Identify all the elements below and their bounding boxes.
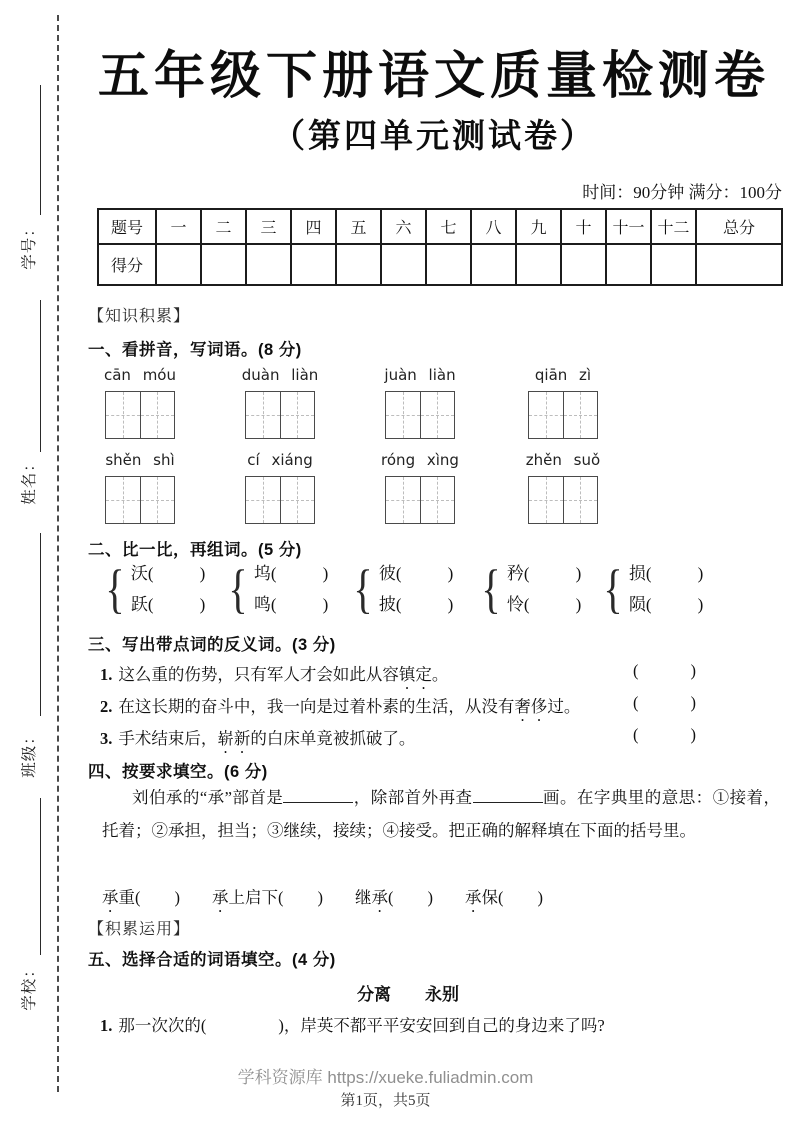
paren-open: ( [633, 725, 639, 744]
pinyin-word-group [525, 451, 601, 527]
pinyin-label: qiān zì [534, 366, 592, 384]
question2-heading: 二、比一比，再组词。(5 分) [88, 541, 302, 559]
score-cell [246, 244, 291, 285]
footer-page-number: 第1页，共5页 [340, 1093, 431, 1109]
question1-heading: 一、看拼音，写词语。(8 分) [88, 341, 302, 359]
word-item [102, 884, 180, 916]
paren-open: ( [523, 564, 530, 583]
item-number: 1. [100, 665, 113, 684]
school-label: 学校： [21, 961, 38, 1011]
sentence-text: 过。 [547, 697, 581, 716]
paren-close: ) [690, 725, 696, 744]
paragraph-text: 刘伯承的“承”部首是 [132, 788, 284, 807]
sentence-text: 在这长期的奋斗中，我一向是过着朴素的生活，从没有 [118, 697, 515, 716]
paren-open: ( [645, 595, 652, 614]
paren-open: ( [395, 595, 402, 614]
answer-parens [633, 661, 696, 681]
paren-close: ) [690, 661, 696, 680]
grid-cell [386, 392, 420, 438]
paren-close: ) [322, 564, 329, 583]
header-cell: 一 [156, 209, 201, 244]
header-cell: 七 [426, 209, 471, 244]
sentence-text: 手术结束后， [118, 729, 218, 748]
score-cell [561, 244, 606, 285]
paper-subtitle: （第四单元测试卷） [272, 119, 596, 155]
header-cell: 题号 [98, 209, 156, 244]
paren-close: ) [427, 888, 433, 907]
word-text: 保 [481, 888, 498, 907]
paren-open: ( [633, 661, 639, 680]
class-blank-line [40, 533, 41, 716]
paren-open: ( [645, 564, 652, 583]
header-cell: 三 [246, 209, 291, 244]
name-label: 姓名： [21, 455, 38, 505]
word-text: 上启下 [228, 888, 278, 907]
pinyin-label: róng xìng [381, 451, 459, 469]
paper-title: 五年级下册语文质量检测卷 [97, 49, 770, 105]
pinyin-word-group [105, 451, 175, 527]
grid-cell [280, 392, 315, 438]
paragraph-text: 画。在字典里的意思：①接着，托着；②承担，担当；③继续，接续；④接受。把正确的解释填在下面的括号里。 [102, 788, 781, 840]
student-id-blank-line [40, 85, 41, 215]
header-cell: 十二 [651, 209, 696, 244]
dotted-word: 奢侈 [514, 697, 548, 716]
compare-pair [600, 558, 703, 620]
paren-close: ) [199, 595, 206, 614]
score-cell [426, 244, 471, 285]
score-cell [651, 244, 696, 285]
grid-cell [106, 477, 140, 523]
question4-paragraph [102, 782, 780, 847]
paren-open: ( [270, 564, 277, 583]
grid-cell [246, 477, 280, 523]
pinyin-word-group [528, 366, 598, 442]
pinyin-word-group [381, 451, 459, 527]
header-cell: 二 [201, 209, 246, 244]
word-item [212, 884, 323, 916]
sentence-text: 。 [431, 665, 449, 684]
paren-close: ) [697, 595, 704, 614]
score-cell [381, 244, 426, 285]
main-content [88, 0, 788, 1122]
compare-pair [225, 558, 328, 620]
seal-dashed-line [57, 15, 59, 1092]
brace-glyph: { [228, 559, 248, 619]
score-cell [516, 244, 561, 285]
section-usage-marker: 【积累运用】 [88, 921, 191, 938]
word-item [355, 884, 433, 916]
antonym-sentence [100, 725, 788, 757]
fill-blank [283, 788, 353, 803]
writing-grid [245, 476, 315, 524]
fill-in-sentence [100, 1012, 788, 1036]
word-item [465, 884, 543, 916]
paren-close: ) [174, 888, 180, 907]
char-bottom: 怜 [506, 595, 524, 614]
fill-blank [473, 788, 543, 803]
header-cell: 五 [336, 209, 381, 244]
paren-open: ( [200, 1016, 207, 1035]
paren-open: ( [270, 595, 277, 614]
compare-pair [102, 558, 205, 620]
section-knowledge-marker: 【知识积累】 [88, 308, 191, 325]
answer-parens [633, 693, 696, 713]
sentence-text: 那一次次的 [118, 1016, 201, 1035]
name-blank-line [40, 300, 41, 452]
pinyin-word-group [105, 366, 175, 442]
paren-close: ) [322, 595, 329, 614]
score-cell [291, 244, 336, 285]
score-cell [606, 244, 651, 285]
paren-open: ( [147, 564, 154, 583]
word-bank-item: 永别 [425, 985, 459, 1004]
char-top: 沃 [130, 564, 148, 583]
student-id-label: 学号： [21, 220, 38, 270]
grid-cell [420, 477, 455, 523]
antonym-sentence [100, 693, 788, 725]
header-cell: 十一 [606, 209, 651, 244]
word-bank-item: 分离 [357, 985, 391, 1004]
paren-close: ) [690, 693, 696, 712]
compare-pair [350, 558, 453, 620]
pinyin-label: zhěn suǒ [525, 451, 601, 469]
paren-open: ( [523, 595, 530, 614]
paren-open: ( [388, 888, 394, 907]
grid-cell [280, 477, 315, 523]
writing-grid [385, 391, 455, 439]
char-top: 坞 [253, 564, 271, 583]
paren-open: ( [395, 564, 402, 583]
grid-cell [246, 392, 280, 438]
paren-open: ( [498, 888, 504, 907]
dotted-char: 承 [465, 888, 482, 907]
question4-word-list [102, 884, 543, 916]
question4-heading: 四、按要求填空。(6 分) [88, 763, 268, 781]
dotted-word: 镇定 [398, 665, 432, 684]
grid-cell [420, 392, 455, 438]
header-cell: 六 [381, 209, 426, 244]
item-number: 3. [100, 729, 113, 748]
paren-close: ) [697, 564, 704, 583]
item-number: 1. [100, 1016, 113, 1035]
writing-grid [105, 391, 175, 439]
grid-cell [563, 392, 598, 438]
writing-grid [528, 476, 598, 524]
score-cell [696, 244, 782, 285]
answer-parens [633, 725, 696, 745]
paren-close: ) [575, 564, 582, 583]
pinyin-label: cān móu [103, 366, 176, 384]
score-cell [201, 244, 246, 285]
score-table [97, 208, 783, 286]
header-cell: 九 [516, 209, 561, 244]
dotted-char: 承 [102, 888, 119, 907]
char-top: 矜 [506, 564, 524, 583]
grid-cell [106, 392, 140, 438]
brace-glyph: { [603, 559, 623, 619]
brace-glyph: { [105, 559, 125, 619]
grid-cell [140, 477, 175, 523]
writing-grid [245, 391, 315, 439]
word-text: 重 [118, 888, 135, 907]
char-bottom: 披 [378, 595, 396, 614]
pinyin-word-group [241, 366, 319, 442]
score-cell [156, 244, 201, 285]
header-cell: 四 [291, 209, 336, 244]
header-cell: 十 [561, 209, 606, 244]
char-bottom: 跃 [130, 595, 148, 614]
brace-glyph: { [481, 559, 501, 619]
dotted-char: 承 [371, 888, 388, 907]
grid-cell [529, 477, 563, 523]
grid-cell [140, 392, 175, 438]
word-bank [88, 980, 728, 1005]
footer-source-line: 学科资源库 https://xueke.fuliadmin.com [237, 1068, 534, 1087]
dotted-char: 承 [212, 888, 229, 907]
paren-close: ) [317, 888, 323, 907]
school-blank-line [40, 798, 41, 955]
question5-heading: 五、选择合适的词语填空。(4 分) [88, 951, 336, 969]
score-cell [471, 244, 516, 285]
sentence-text: ，岸英不都平平安安回到自己的身边来了吗? [283, 1016, 605, 1035]
question3-heading: 三、写出带点词的反义词。(3 分) [88, 636, 336, 654]
pinyin-label: cí xiáng [247, 451, 313, 469]
paragraph-text: ，除部首外再查 [353, 788, 473, 807]
writing-grid [528, 391, 598, 439]
header-cell: 总分 [696, 209, 782, 244]
sentence-text: 这么重的伤势，只有军人才会如此从容 [118, 665, 399, 684]
pinyin-word-group [385, 366, 455, 442]
score-row-label: 得分 [98, 244, 156, 285]
item-number: 2. [100, 697, 113, 716]
paren-close: ) [199, 564, 206, 583]
paren-open: ( [278, 888, 284, 907]
dotted-word: 崭新 [217, 729, 251, 748]
word-text: 继 [355, 888, 372, 907]
pinyin-label: duàn liàn [241, 366, 319, 384]
grid-cell [386, 477, 420, 523]
paren-open: ( [147, 595, 154, 614]
paren-close: ) [537, 888, 543, 907]
time-and-score-info: 时间：90分钟 满分：100分 [582, 183, 782, 202]
char-top: 损 [628, 564, 646, 583]
paren-open: ( [135, 888, 141, 907]
pinyin-label: juàn liàn [384, 366, 456, 384]
score-cell [336, 244, 381, 285]
antonym-sentence [100, 661, 788, 693]
brace-glyph: { [353, 559, 373, 619]
sentence-text: 的白床单竟被抓破了。 [250, 729, 416, 748]
char-top: 彼 [378, 564, 396, 583]
paren-close: ) [575, 595, 582, 614]
paren-close: ) [278, 1016, 284, 1035]
compare-pair [478, 558, 581, 620]
pinyin-word-group [245, 451, 315, 527]
pinyin-label: shěn shì [105, 451, 175, 469]
class-label: 班级： [21, 728, 38, 778]
paren-open: ( [633, 693, 639, 712]
paren-close: ) [447, 564, 454, 583]
header-cell: 八 [471, 209, 516, 244]
grid-cell [563, 477, 598, 523]
score-table-header-row [98, 209, 782, 244]
writing-grid [385, 476, 455, 524]
writing-grid [105, 476, 175, 524]
char-bottom: 陨 [628, 595, 646, 614]
char-bottom: 鸣 [253, 595, 271, 614]
score-table-score-row [98, 244, 782, 285]
paren-close: ) [447, 595, 454, 614]
grid-cell [529, 392, 563, 438]
